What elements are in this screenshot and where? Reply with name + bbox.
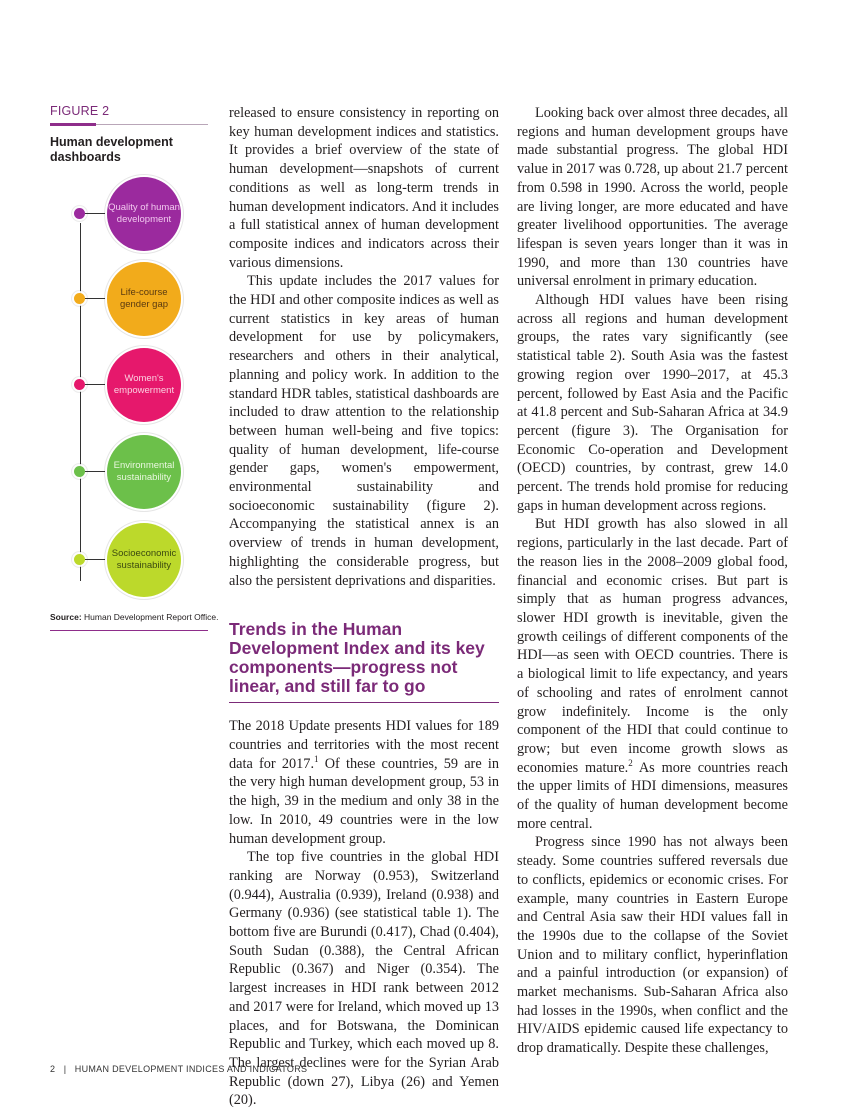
connector (85, 384, 108, 385)
paragraph: The top five countries in the global HDI ranking are Norway (0.953), Switzerland (0.944), Australia (0.939), Ireland (0.938) and Germany (0.936) (see statistical table 1). The bottom five are Burundi (0.417), Chad (0.404), South Sudan (0.388), the Central African Republic (0.367) and Niger (0.354). The largest increases in HDI rank between 2012 and 2017 were for Ireland, which moved up 13 places, and for Botswana, the Dominican Republic and Turkey, which each moved up 8. The largest declines were for the Syrian Arab Republic (down 27), Libya (26) and Yemen (20). (229, 849, 499, 1109)
dashboard-label: Environmental sustainability (113, 460, 175, 483)
dashboard-circle (107, 523, 181, 597)
connector (85, 559, 108, 560)
dashboard-item (50, 348, 208, 422)
footer-separator: | (63, 1064, 67, 1074)
paragraph (229, 717, 499, 848)
text-column-2 (229, 104, 499, 1110)
dashboard-item (50, 435, 208, 509)
source-label: Source: (50, 612, 82, 622)
bullet-dot (74, 208, 85, 219)
text: But HDI growth has also slowed in all regions, particularly in the last decade. Part of the reason lies in the 2008–2009 global food, financial and economic crises. But part is simply that as human progress advances, slower HDI growth is inevitable, given the growth ceilings of different components of the HDI—as seen with OECD countries. There is a biological limit to life expectancy, and years of schooling and rates of enrolment cannot grow indefinitely. Income is the only component of the HDI that could continue to grow; but even income growth slows as economies mature. (517, 516, 788, 776)
figure-source (50, 612, 219, 622)
figure-title: Human development dashboards (50, 135, 173, 164)
paragraph: Progress since 1990 has not always been steady. Some countries suffered reversals due to conflicts, epidemics or economic crises. For example, many countries in Eastern Europe and Central Asia saw their HDI values fall in the 1990s due to the collapse of the Soviet Union and to military conflict, hyperinflation and a painful introduction (or expansion) of market mechanisms. Sub-Saharan Africa also had losses in the 1990s, when conflict and the HIV/AIDS epidemic caused life expectancy to drop dramatically. Despite these challenges, (517, 834, 788, 1057)
footnote-ref[interactable]: 2 (628, 757, 633, 768)
bullet-dot (74, 466, 85, 477)
dashboard-label: Life-course gender gap (119, 287, 169, 310)
dashboard-label: Socioeconomic sustainability (111, 548, 177, 571)
connector (85, 298, 108, 299)
dashboard-diagram (50, 177, 208, 597)
text-column-3 (517, 104, 788, 1058)
dashboard-label: Women's empowerment (113, 373, 175, 396)
section-heading: Trends in the Human Development Index and its key components—progress not linear, and still far to go (229, 620, 499, 703)
dashboard-label: Quality of human development (108, 202, 180, 225)
dashboard-circle (107, 262, 181, 336)
paragraph: Looking back over almost three decades, all regions and human development groups have made substantial progress. The global HDI value in 2017 was 0.728, up about 21.7 percent from 0.598 in 1990. Across the world, people are living longer, are more educated and have greater livelihood opportunities. The average lifespan is seven years longer than it was in 1990, and more than 130 countries have universal enrolment in primary education. (517, 105, 788, 290)
figure-rule (50, 124, 208, 127)
paragraph: released to ensure consistency in reporting on key human development indices and statistics. It provides a brief overview of the state of human development—snapshots of current conditions as well as long-term trends in human development indicators. And it includes a full statistical annex of human development composite indices and indicators across their various dimensions. (229, 105, 500, 271)
source-text: Human Development Report Office. (84, 612, 219, 622)
footer-section: HUMAN DEVELOPMENT INDICES AND INDICATORS (74, 1064, 308, 1074)
connector (85, 213, 108, 214)
paragraph: Although HDI values have been rising across all regions and human development groups, the rates vary significantly (see statistical table 2). South Asia was the fastest growing region over 1990–2017, at 45.3 percent, followed by East Asia and the Pacific at 41.8 percent and Sub-Saharan Africa at 34.9 percent (figure 3). The Organisation for Economic Co-operation and Development (OECD) countries, by contrast, grew 14.0 percent. The trends hold promise for reducing gaps in human development across regions. (517, 292, 788, 514)
paragraph: This update includes the 2017 values for the HDI and other composite indices as well as current statistics in key areas of human development for use by policymakers, researchers and others in their analytical, planning and policy work. In addition to the standard HDR tables, statistical dashboards are included to draw attention to the relationship between human well-being and five topics: quality of human development, life-course gender gaps, women's empowerment, environmental sustainability and socioeconomic sustainability (figure 2). Accompanying the statistical annex is an overview of trends in human development, highlighting the considerable progress, but also the persistent deprivations and disparities. (229, 273, 499, 589)
dashboard-item (50, 523, 208, 597)
figure-label: FIGURE 2 (50, 104, 110, 118)
dashboard-item (50, 262, 208, 336)
bullet-dot (74, 379, 85, 390)
footnote-ref[interactable]: 1 (314, 753, 319, 764)
dashboard-circle (107, 435, 181, 509)
page-number: 2 (50, 1064, 56, 1074)
page-footer (50, 1064, 307, 1074)
text: Of these countries, 59 are in the very high human development group, 53 in the high, 39 in the medium and only 38 in the low. In 2010, 49 countries were in the low human development group. (229, 755, 499, 847)
dashboard-circle (107, 348, 181, 422)
text: The 2018 Update presents HDI values for 189 countries and territories with the most recent data for 2017. (229, 718, 499, 772)
dashboard-item (50, 177, 208, 251)
figure-bottom-rule (50, 630, 208, 631)
bullet-dot (74, 293, 85, 304)
connector (85, 471, 108, 472)
text: As more countries reach the upper limits of HDI dimensions, measures of the quality of human development become more central. (517, 759, 789, 832)
dashboard-circle (107, 177, 181, 251)
figure-2 (50, 104, 208, 597)
paragraph (517, 515, 788, 833)
bullet-dot (74, 554, 85, 565)
